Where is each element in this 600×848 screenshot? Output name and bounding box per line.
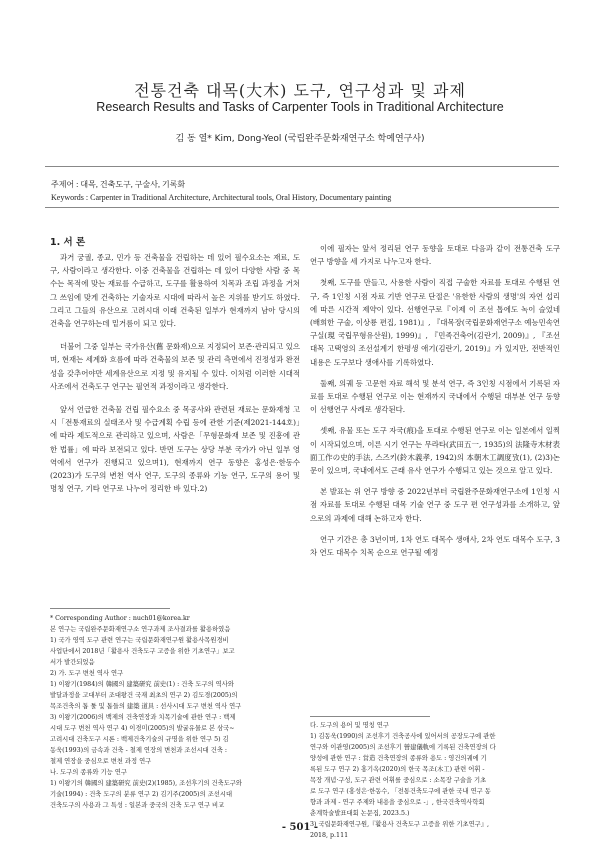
- paragraph: 셋째, 유물 또는 도구 자국(痕)을 토대로 수행된 연구로 이는 일본에서 일찍이 시작되었으며, 이른 시기 연구는 무라타(武田五一, 1935)의 法隆寺木材表面工作の史的手法, 스즈키(鈴木義孝, 1942)의 本朝木工調度攷(1), (2)3)논문이 있으며, 국내에서도 근래 유사 연구가 수행되고 있는 것으로 알고 있다.: [310, 426, 560, 476]
- footnote-line: 나. 도구의 종류와 기능 연구: [50, 769, 127, 776]
- paragraph: 이에 필자는 앞서 정리된 연구 동향을 토대로 다음과 같이 전통건축 도구 연구 방향을 세 가지로 나누고자 한다.: [310, 244, 560, 267]
- paper-title-english: Research Results and Tasks of Carpenter Tools in Traditional Architecture: [96, 100, 504, 114]
- paragraph: 첫째, 도구를 만들고, 사용한 사람이 직접 구술한 자료를 토대로 수행된 연구, 즉 1인칭 시점 자료 기반 연구로 단절은 '유한한 사람의 생명'의 자연 섭리에 따른 시간적 제약이 있다. 선행연구로『이제 이 조선 톱에도 녹이 슬었네(배희한 구술, 이상룡 편집, 1981)』, 『대목장(국립문화재연구소 예능민속연구실(現 국립무형유산원), 1999)』, 『민족건축어(김란기, 2009)』, 『조선대목 고택영의 조선설계기 한평생 애기(김란기, 2019)』가 있지만, 전반적인 내용은 도구보다 생애사를 기록하였다.: [310, 278, 560, 367]
- footnote-line: 다. 도구의 용어 및 명칭 연구: [310, 722, 389, 729]
- footnote-line: 1) 국가 영역 도구 관련 연구는 국립문화재연구원 활용사목원경비: [50, 637, 229, 644]
- footnote-line: 본 연구는 국립완주문화재연구소 연구과제 조사결과를 활용하였음: [50, 626, 231, 633]
- footnote-divider: [310, 716, 430, 717]
- page-number: - 501 -: [281, 822, 319, 833]
- left-column-body: [50, 251, 300, 505]
- author-line: 김 동 열* Kim, Dong-Yeol (국립완주문화재연구소 학예연구사): [175, 134, 425, 144]
- right-column-body: [310, 242, 560, 567]
- footnote-line: 1) 김동욱(1990)의 조선후기 건축공사에 있어서의 공장도구에 관한: [310, 733, 496, 740]
- footnote-line: 철제 연장을 중심으로 변천 과정 연구: [50, 758, 152, 765]
- footnote-divider: [50, 608, 170, 609]
- paragraph: 더불어 그중 일부는 국가유산(舊 문화재)으로 지정되어 보존·관리되고 있으며, 현재는 세계화 흐름에 따라 건축물의 보존 및 관리 측면에서 진정성과 완전성을 갖추어야만 세계유산으로 지정 및 유지될 수 있다. 이처럼 이러한 시대적 사조에서 건축도구 연구는 필연적 과정이라고 생각한다.: [50, 342, 300, 391]
- keywords-korean: 주제어 : 대목, 건축도구, 구술사, 기록화: [51, 180, 186, 189]
- paragraph: 연구 기간은 총 3년이며, 1차 연도 대목수 생애사, 2차 연도 대목수 도구, 3차 연도 대목수 치목 순으로 연구될 예정: [310, 534, 560, 558]
- footnote-line: 2018, p.111: [310, 832, 349, 839]
- paragraph: 둘째, 의궤 등 고문헌 자료 해석 및 분석 연구, 즉 3인칭 시점에서 기록된 자료를 토대로 수행된 연구로 이는 현재까지 국내에서 수행된 대부분 연구 동향이 선행연구 사례로 생각된다.: [310, 378, 560, 415]
- paragraph: 본 발표는 위 연구 방향 중 2022년부터 국립완주문화재연구소에 1인칭 시점 자료를 토대로 수행된 대목 기술 연구 중 도구 편 연구성과를 소개하고, 앞으로의 과제에 대해 논하고자 한다.: [310, 487, 560, 523]
- footnote-line: 발달과정을 고대부터 조대왕건 국재 최초의 연구 2) 김도경(2005)의: [50, 692, 238, 699]
- footnote-line: 2) 가. 도구 변천 역사 연구: [50, 670, 124, 677]
- footnote-line: * Corresponding Author : nuch01@korea.kr: [50, 615, 190, 622]
- footnote-line: 건축도구의 사용과 그 특성 : 일본과 중국의 건축 도구 연구 비교: [50, 802, 225, 809]
- footnote-line: 시대 도구 변천 역사 연구 4) 이경미(2005)의 발굴유물로 본 삼국~: [50, 725, 235, 732]
- footnote-line: 동욱(1993)의 금속과 건축 - 철제 연장의 변천과 조선시대 건축 :: [50, 747, 228, 754]
- footnote-line: 1) 이왕기의 韓國의 建築研究 前史(2)(1985), 조선후기의 건축도구와: [50, 780, 242, 787]
- footnote-line: 춘계학술발표대회 논문집, 2023.5.): [310, 810, 410, 817]
- footnote-line: 사업단에서 2018년「활용사 건축도구 고증을 위한 기초연구」보고: [50, 648, 235, 655]
- footnote-line: 록된 도구 연구 2) 홍기옥(2020)의 한국 목조(木工) 관련 어휘 -: [310, 766, 485, 773]
- paragraph: 과거 궁궐, 종교, 민가 등 건축물을 건립하는 데 있어 필수요소는 재료, 도구, 사람이라고 생각한다. 이중 건축물을 건립하는 데 있어 다양한 사람 중 목수는 목적에 맞는 재료를 수급하고, 도구를 활용하여 치목과 조립 과정을 거쳐 그 쓰임에 맞게 건축하는 기술자로 시대에 따라서 높은 지위를 받기도 하였다. 그리고 그들의 유산으로 고려시대 이래 건축된 일부가 현재까지 남아 당시의 건축을 연구하는데 밑거름이 되고 있다.: [50, 253, 300, 329]
- keywords-box: [45, 166, 559, 208]
- footnote-line: 로 도구 연구 (홍성은·한동수, 「전통건축도구에 관한 국내 연구 동: [310, 788, 491, 795]
- section-heading: 1. 서 론: [50, 237, 86, 248]
- footnote-line: 기술(1994) : 건축 도구의 분류 연구 2) 김기주(2005)의 조선시대: [50, 791, 233, 798]
- footnote-line: 향과 과제 - 연구 주제와 내용을 중심으로 -」, 한국건축역사학회: [310, 799, 485, 806]
- footnote-line: 3) 이왕기(2006)의 백제의 건축연장과 치목기술에 관한 연구 : 백제: [50, 714, 236, 721]
- footnote-line: 양성에 관한 연구 : 営造 건축연장의 종류와 용도 : 영건의궤에 기: [310, 755, 487, 762]
- footnote-line: 목조건축의 톱 툴 및 톱들의 建築 道具 : 선사시대 도구 변천 역사 연구: [50, 703, 242, 710]
- footnote-line: 목장 개념·구성, 도구 관련 어휘를 중심으로 : 소목장 구술을 기초: [310, 777, 487, 784]
- paragraph: 앞서 언급한 건축물 건립 필수요소 중 목공사와 관련된 재료는 문화재청 고시「전통재료의 실태조사 및 수급계획 수립 등에 관한 기준(제2021-144호)」에 따라 제도적으로 관리하고 있으며, 사람은「무형문화재 보존 및 진흥에 관한 법률」에 따라 보전되고 있다. 반면 도구는 상당 부분 국가가 아닌 일부 영역에서 연구가 진행되고 있으며1), 현재까지 연구 동향은 홍성은·한동수(2023)가 도구의 변천 역사 연구, 도구의 종류와 기능 연구, 도구의 용어 및 명칭 연구, 기타 연구로 나누어 정리한 바 있다.2): [50, 405, 300, 494]
- footnote-line: 1) 이왕기(1984)의 韓國의 建築研究 前史(1) : 건축 도구의 역사와: [50, 681, 234, 688]
- footnote-line: 고려시대 건축도구 시론 : 백제건축기술의 규명을 위한 연구 5) 김: [50, 736, 229, 743]
- keywords-english: Keywords : Carpenter in Traditional Architecture, Architectural tools, Oral History, Documentary painting: [51, 193, 392, 202]
- footnote-line: 서가 발간되었음: [50, 659, 95, 666]
- footnotes-left: [50, 613, 300, 811]
- footnote-line: 3) 국립문화재연구원,『활용사 건축도구 고증을 위한 기초연구』,: [310, 821, 490, 828]
- paper-title-korean: 전통건축 대목(大木) 도구, 연구성과 및 과제: [134, 81, 466, 100]
- footnote-line: 연구와 이관영(2005)의 조선후기 營建儀軌에 기록된 건축연장의 다: [310, 744, 496, 751]
